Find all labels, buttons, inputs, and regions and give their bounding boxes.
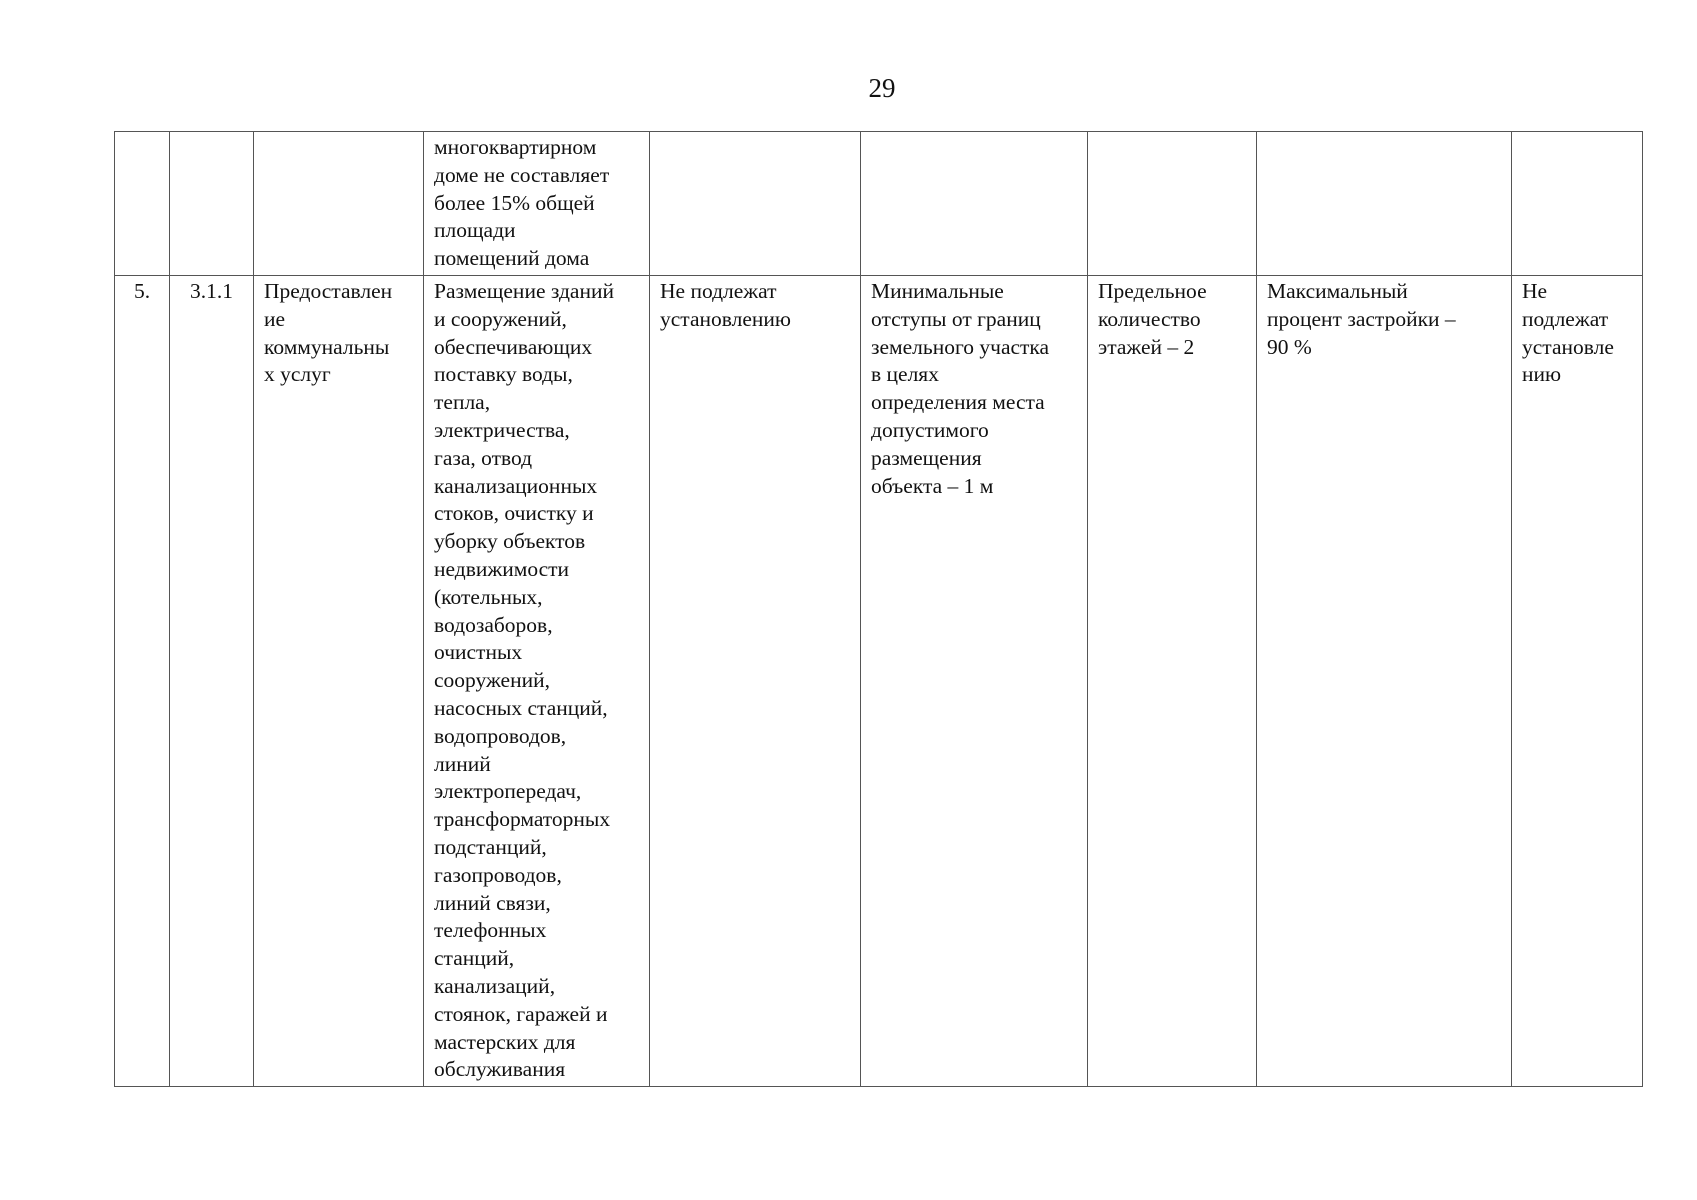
cell-setbacks: Минимальные отступы от границ земельного участка в целях определения места допустимого размещения объекта – 1 м — [861, 275, 1088, 1086]
cell-floors: Предельное количество этажей – 2 — [1088, 275, 1257, 1086]
cell-empty-name — [254, 132, 424, 276]
cell-coverage: Максимальный процент застройки – 90 % — [1257, 275, 1512, 1086]
cell-empty-5 — [650, 132, 861, 276]
land-use-table — [114, 131, 1643, 1087]
cell-code: 3.1.1 — [170, 275, 254, 1086]
cell-empty-8 — [1257, 132, 1512, 276]
cell-min-max-area: Не подлежат установлению — [650, 275, 861, 1086]
cell-continued-description: многоквартирном доме не составляет более 15% общей площади помещений дома — [424, 132, 650, 276]
cell-empty-code — [170, 132, 254, 276]
page-number: 29 — [868, 73, 896, 103]
table-row-continuation — [115, 132, 1643, 276]
cell-empty-7 — [1088, 132, 1257, 276]
table-row-5 — [115, 275, 1643, 1086]
cell-empty-num — [115, 132, 170, 276]
cell-other: Не подлежат установле нию — [1512, 275, 1643, 1086]
cell-use-name: Предоставлен ие коммунальны х услуг — [254, 275, 424, 1086]
cell-row-number: 5. — [115, 275, 170, 1086]
cell-use-description: Размещение зданий и сооружений, обеспечивающих поставку воды, тепла, электричества, газа, отвод канализационных стоков, очистку и уборку объектов недвижимости (котельных, водозаборов, очистных сооружений, насосных станций, водопроводов, линий электропередач, трансформаторных подстанций, газопроводов, линий связи, телефонных станций, канализаций, стоянок, гаражей и мастерских для обслуживания — [424, 275, 650, 1086]
cell-empty-6 — [861, 132, 1088, 276]
cell-empty-9 — [1512, 132, 1643, 276]
